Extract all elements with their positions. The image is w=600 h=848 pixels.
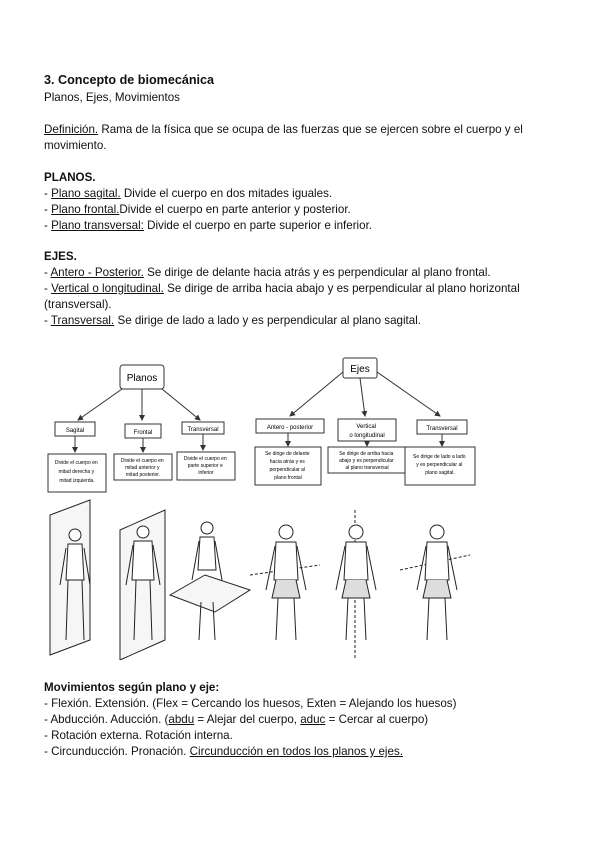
bullet: - bbox=[44, 266, 51, 279]
desc-line: plano frontal bbox=[274, 475, 302, 481]
text-fragment: - Abducción. Aducción. ( bbox=[44, 713, 169, 726]
term-plano-sagital: Plano sagital. bbox=[51, 187, 121, 200]
bullet: - bbox=[44, 282, 52, 295]
ejes-desc-vertical bbox=[328, 447, 406, 473]
connector bbox=[377, 372, 440, 416]
desc-line: y es perpendicular al bbox=[416, 462, 463, 468]
item-text: Divide el cuerpo en parte anterior y posterior. bbox=[119, 203, 351, 216]
figure-frontal-plane bbox=[120, 510, 165, 660]
ejes-desc-antero-posterior bbox=[255, 447, 321, 485]
bullet: - bbox=[44, 314, 51, 327]
node-label: o longitudinal bbox=[349, 433, 385, 439]
connector bbox=[162, 389, 200, 420]
planos-desc-sagital bbox=[48, 454, 106, 492]
planos-node-frontal bbox=[125, 424, 161, 438]
connector bbox=[78, 389, 122, 420]
figure-transversal-axis bbox=[400, 525, 470, 640]
term-abdu: abdu bbox=[168, 713, 195, 726]
definition-text: Rama de la física que se ocupa de las fuerzas que se ejercen sobre el cuerpo y el movimiento. bbox=[44, 123, 523, 152]
item-text: Divide el cuerpo en parte superior e inferior. bbox=[143, 219, 373, 232]
desc-line: Divide el cuerpo en bbox=[120, 458, 164, 464]
svg-text:Divide el cuerpo en mi bbox=[55, 460, 99, 484]
desc-line: inferior bbox=[198, 470, 214, 476]
ejes-desc-transversal bbox=[405, 447, 475, 485]
planos-heading: PLANOS. bbox=[44, 171, 96, 184]
text-fragment: = Alejar del cuerpo, bbox=[194, 713, 301, 726]
page-title: 3. Concepto de biomecánica bbox=[44, 73, 215, 87]
ejes-heading: EJES. bbox=[44, 250, 77, 263]
node-label: Frontal bbox=[133, 430, 153, 436]
term-circunduccion-todos: Circunducción en todos los planos y ejes. bbox=[189, 745, 403, 758]
desc-line: mitad derecha y bbox=[58, 469, 95, 475]
definition-label: Definición. bbox=[44, 123, 99, 136]
node-label: Transversal bbox=[187, 427, 219, 433]
term-antero-posterior: Antero - Posterior. bbox=[50, 266, 144, 279]
term-plano-transversal: Plano transversal: bbox=[51, 219, 144, 232]
planos-item-sagital bbox=[44, 186, 332, 202]
item-text: Se dirige de arriba hacia abajo y es perpendicular al plano horizontal (transversal). bbox=[44, 282, 520, 311]
term-plano-frontal: Plano frontal. bbox=[51, 203, 120, 216]
desc-line: abajo y es perpendicular bbox=[339, 458, 394, 464]
planos-item-transversal bbox=[44, 218, 372, 234]
planos-desc-transversal bbox=[177, 452, 235, 480]
ejes-item-antero-posterior bbox=[44, 265, 491, 281]
bullet: - bbox=[44, 219, 52, 232]
item-text: Divide el cuerpo en dos mitades iguales. bbox=[120, 187, 333, 200]
planos-node-transversal bbox=[182, 422, 224, 434]
figure-antero-posterior-axis bbox=[250, 525, 320, 640]
planos-desc-frontal bbox=[114, 454, 172, 480]
svg-text:Se dirige de arriba hacia bbox=[339, 451, 395, 471]
connector bbox=[360, 378, 365, 416]
planes-axes-diagram bbox=[0, 340, 600, 660]
planos-node-sagital bbox=[55, 422, 95, 436]
desc-line: mitad anterior y bbox=[125, 465, 160, 471]
planos-item-frontal bbox=[44, 202, 351, 218]
desc-line: parte superior e bbox=[187, 463, 223, 469]
text-fragment: - Circunducción. Pronación. bbox=[44, 745, 190, 758]
item-text: Se dirige de lado a lado y es perpendicular al plano sagital. bbox=[114, 314, 422, 327]
figure-transversal-plane bbox=[170, 522, 250, 640]
bullet: - bbox=[44, 187, 52, 200]
desc-line: Se dirige de delante bbox=[265, 451, 310, 457]
desc-line: perpendicular al bbox=[269, 467, 306, 473]
ejes-node-transversal bbox=[417, 420, 467, 434]
desc-line: Divide el cuerpo en bbox=[183, 456, 227, 462]
ejes-node-antero-posterior bbox=[256, 419, 324, 433]
ejes-item-vertical bbox=[44, 281, 564, 313]
desc-line: mitad posterior. bbox=[125, 472, 161, 478]
figure-sagital-plane bbox=[50, 500, 90, 655]
desc-line: Divide el cuerpo en bbox=[54, 460, 98, 466]
term-vertical-longitudinal: Vertical o longitudinal. bbox=[51, 282, 164, 295]
movimientos-line-circunduccion bbox=[44, 744, 403, 760]
definition-paragraph bbox=[44, 122, 564, 154]
desc-line: al plano transversal bbox=[345, 465, 389, 471]
node-label: Transversal bbox=[426, 426, 458, 432]
desc-line: Se dirige de arriba hacia bbox=[339, 451, 394, 457]
movimientos-line-rotacion: - Rotación externa. Rotación interna. bbox=[44, 729, 233, 742]
node-label: Antero - posterior bbox=[266, 425, 314, 431]
bullet: - bbox=[44, 203, 52, 216]
desc-line: plano sagital. bbox=[425, 470, 455, 476]
node-label: Sagital bbox=[65, 428, 85, 434]
item-text: Se dirige de delante hacia atrás y es perpendicular al plano frontal. bbox=[143, 266, 491, 279]
movimientos-heading: Movimientos según plano y eje: bbox=[44, 681, 220, 694]
term-aduc: aduc bbox=[300, 713, 326, 726]
connector bbox=[290, 372, 343, 416]
figure-vertical-axis bbox=[336, 510, 376, 660]
desc-line: hacia atrás y es bbox=[269, 459, 305, 465]
planos-root-label: Planos bbox=[126, 373, 158, 384]
movimientos-line-abduccion bbox=[44, 712, 428, 728]
ejes-item-transversal bbox=[44, 313, 421, 329]
desc-line: mitad izquierda. bbox=[59, 478, 95, 484]
movimientos-line-flexion: - Flexión. Extensión. (Flex = Cercando los huesos, Exten = Alejando los huesos) bbox=[44, 697, 457, 710]
text-fragment: = Cercar al cuerpo) bbox=[325, 713, 429, 726]
svg-text:Divide el cuerpo en mi bbox=[121, 458, 165, 478]
node-label: Vertical bbox=[356, 424, 377, 430]
term-transversal: Transversal. bbox=[50, 314, 115, 327]
ejes-node-vertical bbox=[338, 419, 396, 441]
page-subtitle: Planos, Ejes, Movimientos bbox=[44, 91, 180, 104]
ejes-root-label: Ejes bbox=[350, 364, 370, 375]
desc-line: Se dirige de lado a lado bbox=[413, 454, 466, 460]
